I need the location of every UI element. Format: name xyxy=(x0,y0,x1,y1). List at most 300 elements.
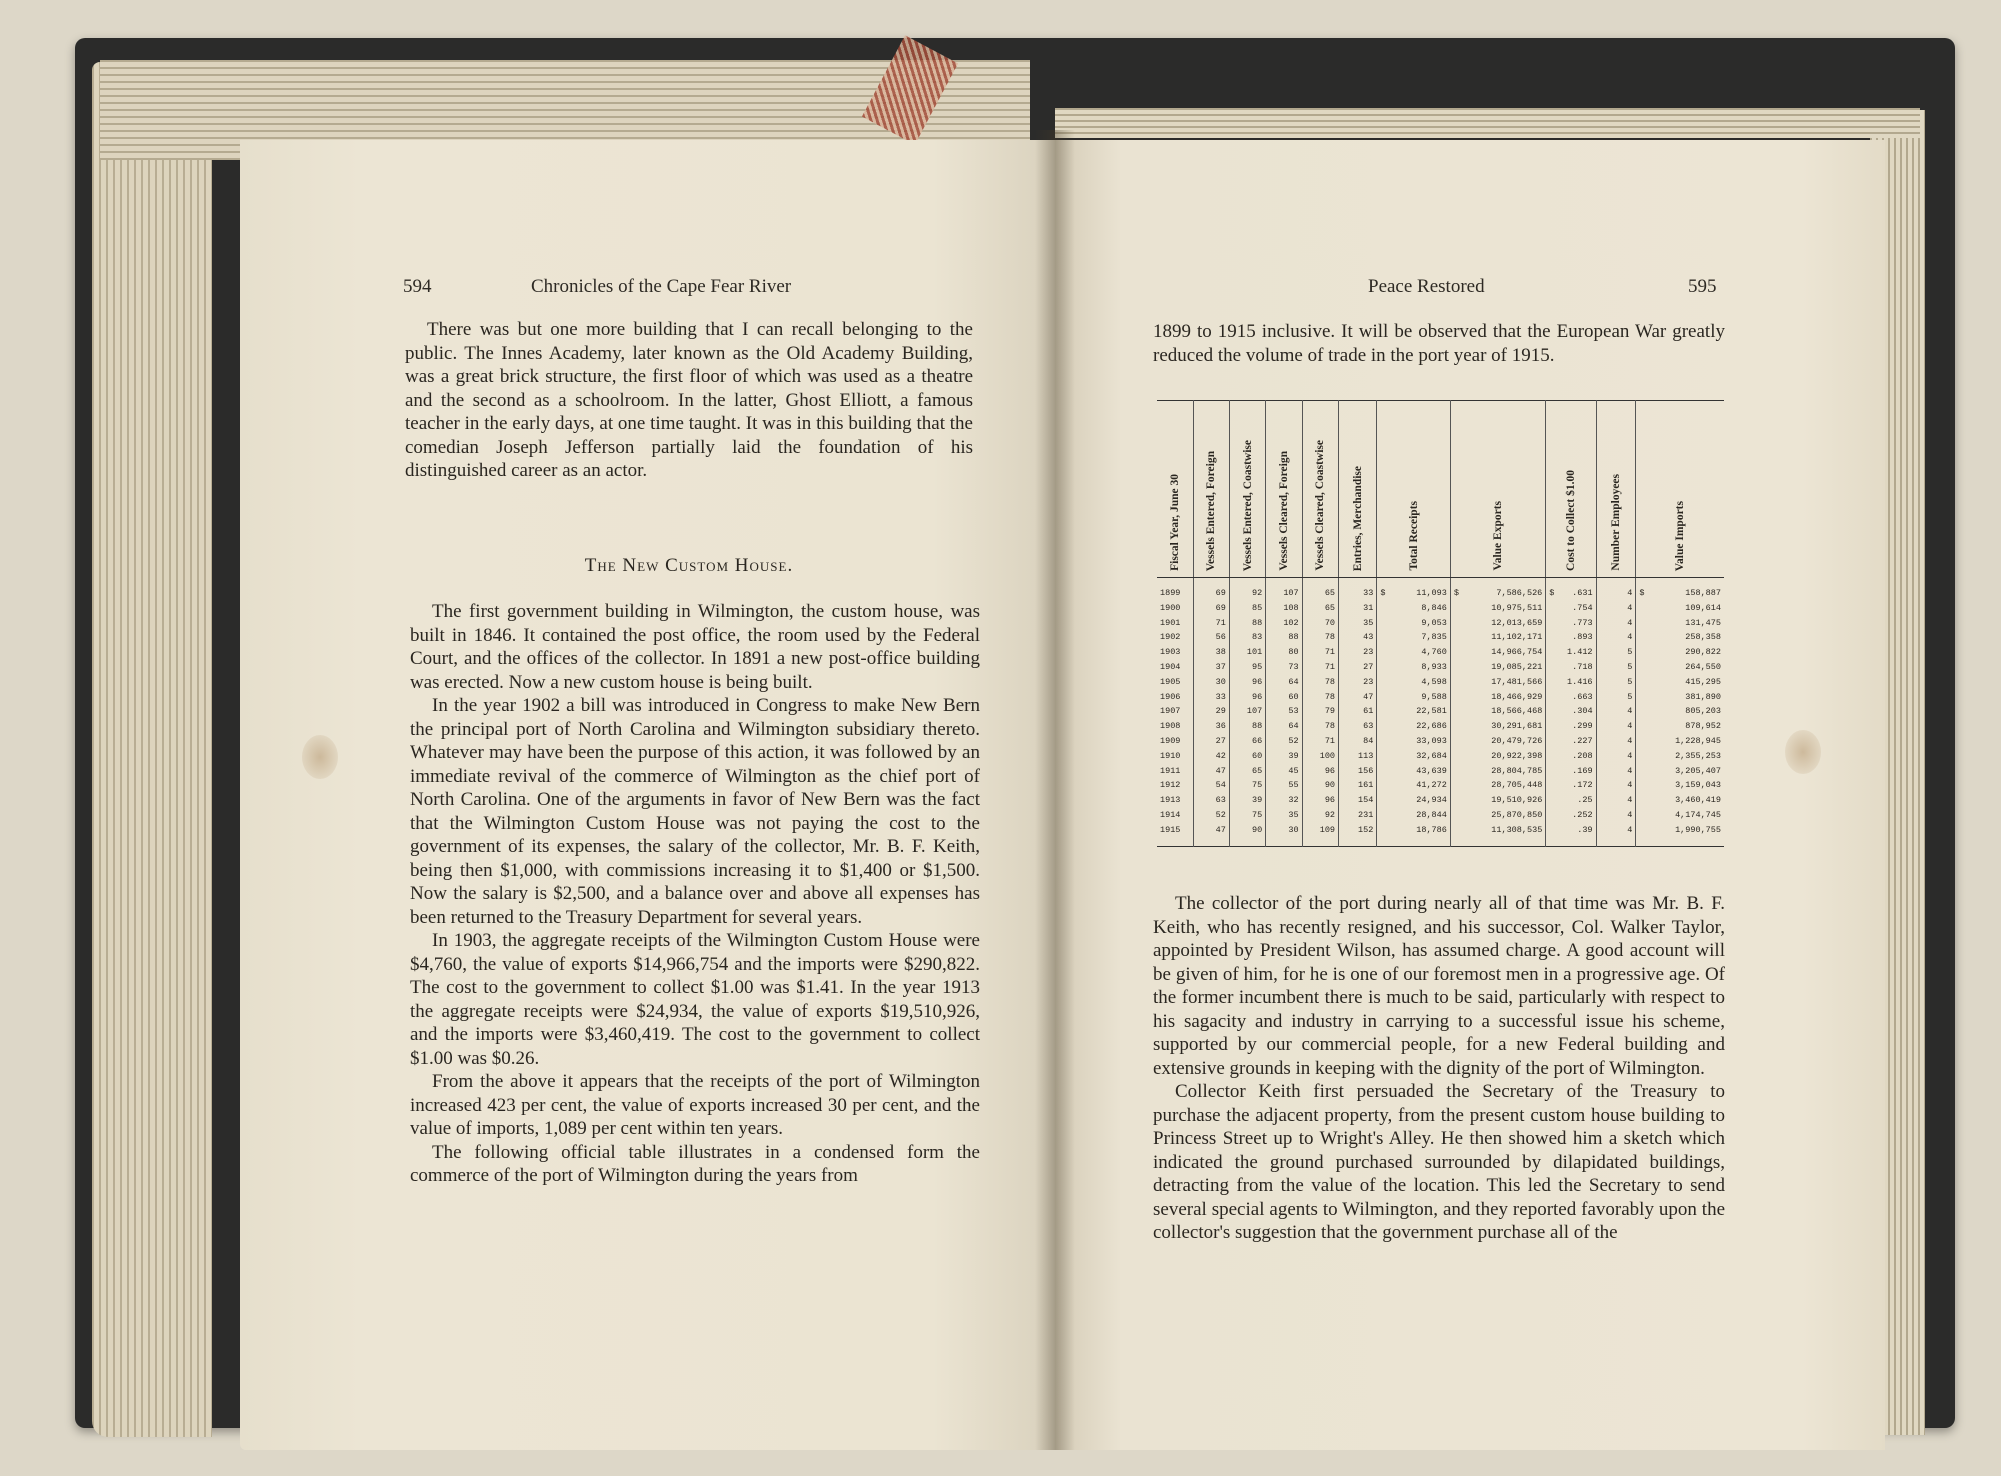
cell-value: 22,581 xyxy=(1416,706,1447,717)
cell-value: 4 xyxy=(1627,780,1633,791)
book-gutter xyxy=(1035,130,1075,1450)
table-cell xyxy=(1229,704,1265,719)
cell-value: 9,053 xyxy=(1421,617,1447,628)
table-cell xyxy=(1636,719,1724,734)
cell-value: 60 xyxy=(1288,691,1299,702)
paragraph: The following official table illustrates in a condensed form the commerce of the port of Wilmington during the years from xyxy=(410,1141,980,1186)
table-cell xyxy=(1157,764,1193,779)
cell-value: 35 xyxy=(1288,809,1299,820)
table-cell xyxy=(1157,616,1193,631)
cell-value: 65 xyxy=(1324,588,1336,598)
cell-value: 4,760 xyxy=(1421,647,1447,658)
table-row xyxy=(1157,764,1724,779)
cell-value: 83 xyxy=(1252,632,1263,643)
table-cell xyxy=(1596,764,1636,779)
table-cell xyxy=(1266,749,1302,764)
table-cell xyxy=(1450,704,1545,719)
table-cell xyxy=(1377,578,1451,601)
table-cell xyxy=(1229,675,1265,690)
cell-value: 18,566,468 xyxy=(1491,706,1543,717)
cell-value: .718 xyxy=(1572,661,1593,672)
cell-value: 4 xyxy=(1627,588,1633,598)
stain-mark xyxy=(302,735,338,779)
cell-value: 64 xyxy=(1288,676,1299,687)
table-cell xyxy=(1193,734,1229,749)
table-cell xyxy=(1266,616,1302,631)
table-cell xyxy=(1546,808,1596,823)
cell-value: 1911 xyxy=(1160,765,1181,776)
table-cell xyxy=(1339,645,1377,660)
table-cell xyxy=(1596,645,1636,660)
table-cell xyxy=(1339,778,1377,793)
table-cell xyxy=(1266,808,1302,823)
cell-value: 3,460,419 xyxy=(1675,795,1721,806)
table-cell xyxy=(1546,675,1596,690)
table-cell xyxy=(1450,645,1545,660)
table-cell xyxy=(1636,778,1724,793)
cell-value: 54 xyxy=(1215,780,1226,791)
table-cell xyxy=(1193,578,1229,601)
table-cell xyxy=(1339,734,1377,749)
right-top-text xyxy=(1153,320,1725,367)
cell-value: 1,990,755 xyxy=(1675,824,1721,835)
cell-value: .299 xyxy=(1572,721,1593,732)
cell-value: 1914 xyxy=(1160,809,1181,820)
table-cell xyxy=(1596,704,1636,719)
cell-value: 1909 xyxy=(1160,735,1181,746)
cell-value: 90 xyxy=(1252,824,1263,835)
cell-value: 1904 xyxy=(1160,661,1181,672)
table-cell xyxy=(1546,578,1596,601)
table-cell xyxy=(1157,734,1193,749)
cell-value: 264,550 xyxy=(1685,661,1721,672)
cell-value: 4 xyxy=(1627,735,1633,746)
cell-value: .39 xyxy=(1577,824,1593,835)
table-cell xyxy=(1193,616,1229,631)
table-cell xyxy=(1339,660,1377,675)
table-cell xyxy=(1636,616,1724,631)
table-header: Fiscal Year, June 30 xyxy=(1157,401,1193,578)
table-cell xyxy=(1546,601,1596,616)
table-cell xyxy=(1450,778,1545,793)
cell-value: 381,890 xyxy=(1685,691,1721,702)
table-cell xyxy=(1546,734,1596,749)
table-row xyxy=(1157,578,1724,601)
table-cell xyxy=(1302,578,1338,601)
cell-value: 92 xyxy=(1324,809,1336,820)
cell-value: 88 xyxy=(1252,721,1263,732)
table-cell xyxy=(1229,660,1265,675)
table-cell xyxy=(1339,578,1377,601)
paragraph: Collector Keith first persuaded the Secretary of the Treasury to purchase the adjacent property, from the present custom house building to Princess Street up to Wright's Alley. He then showed him a sketch which indicated the ground purchased surrounded by dilapidated buildings, detracting from the value of the location. This led the Secretary to send several special agents to Wilmington, and they reported favorably upon the collector's suggestion that the government purchase all of the xyxy=(1153,1081,1725,1243)
table-cell xyxy=(1596,616,1636,631)
table-cell xyxy=(1229,690,1265,705)
cell-value: 39 xyxy=(1252,795,1263,806)
table-row xyxy=(1157,793,1724,808)
table-cell xyxy=(1377,704,1451,719)
table-header: Vessels Cleared, Coastwise xyxy=(1302,401,1338,578)
table-cell xyxy=(1302,749,1338,764)
cell-value: 108 xyxy=(1283,602,1299,613)
table-cell xyxy=(1157,660,1193,675)
table-cell xyxy=(1377,719,1451,734)
table-cell xyxy=(1339,749,1377,764)
cell-value: 52 xyxy=(1215,809,1226,820)
cell-value: 85 xyxy=(1252,602,1263,613)
cell-value: 43,639 xyxy=(1416,765,1447,776)
table-cell xyxy=(1193,808,1229,823)
table-cell xyxy=(1636,578,1724,601)
table-cell xyxy=(1546,823,1596,846)
table-cell xyxy=(1450,808,1545,823)
cell-value: .169 xyxy=(1572,765,1593,776)
left-main-text xyxy=(410,600,980,1188)
cell-value: 4 xyxy=(1627,721,1633,732)
table-header: Entries, Merchandise xyxy=(1339,401,1377,578)
table-cell xyxy=(1229,778,1265,793)
table-cell xyxy=(1193,675,1229,690)
table-cell xyxy=(1450,630,1545,645)
cell-value: 102 xyxy=(1283,617,1299,628)
table-row xyxy=(1157,749,1724,764)
table-body xyxy=(1157,578,1724,847)
cell-value: .754 xyxy=(1572,602,1593,613)
cell-value: 12,013,659 xyxy=(1491,617,1543,628)
table-cell xyxy=(1193,690,1229,705)
currency-symbol: $ xyxy=(1453,588,1459,598)
paragraph: 1899 to 1915 inclusive. It will be observed that the European War greatly reduced the volume of trade in the port year of 1915. xyxy=(1153,321,1725,366)
cell-value: 92 xyxy=(1252,588,1263,598)
table-cell xyxy=(1302,675,1338,690)
cell-value: 5 xyxy=(1627,676,1633,687)
table-cell xyxy=(1229,616,1265,631)
table-cell xyxy=(1302,764,1338,779)
cell-value: 30,291,681 xyxy=(1491,721,1543,732)
table-cell xyxy=(1546,793,1596,808)
table-cell xyxy=(1450,601,1545,616)
table-cell xyxy=(1377,764,1451,779)
table-cell xyxy=(1229,764,1265,779)
table-cell xyxy=(1302,734,1338,749)
cell-value: 101 xyxy=(1246,647,1263,658)
cell-value: 38 xyxy=(1215,647,1226,658)
table-cell xyxy=(1302,823,1338,846)
cell-value: 88 xyxy=(1252,617,1263,628)
table-cell xyxy=(1229,630,1265,645)
table-cell xyxy=(1266,734,1302,749)
paragraph: In the year 1902 a bill was introduced in Congress to make New Bern the principal port of North Carolina and Wilmington subsidiary thereto. Whatever may have been the purpose of this action, it was followed by an immediate revival of the commerce of Wilmington as the chief port of North Carolina. One of the arguments in favor of New Bern was the fact that the Wilmington Custom House was not paying the cost to the government of its expenses, the salary of the collector, Mr. B. F. Keith, being then $1,000, with commissions increasing it to $1,400 or $1,500. Now the salary is $2,500, and a balance over and above all expenses has been returned to the Treasury Department for several years. xyxy=(410,695,980,928)
cell-value: 1901 xyxy=(1160,617,1181,628)
cell-value: 1910 xyxy=(1160,750,1181,761)
cell-value: 5 xyxy=(1627,661,1633,672)
table-cell xyxy=(1266,704,1302,719)
table-cell xyxy=(1229,719,1265,734)
cell-value: 23 xyxy=(1363,647,1374,658)
table-header: Vessels Entered, Foreign xyxy=(1193,401,1229,578)
table-cell xyxy=(1636,690,1724,705)
table-cell xyxy=(1546,616,1596,631)
cell-value: 2,355,253 xyxy=(1675,750,1721,761)
table-cell xyxy=(1302,601,1338,616)
table-cell xyxy=(1339,616,1377,631)
table-cell xyxy=(1636,630,1724,645)
table-cell xyxy=(1339,690,1377,705)
currency-symbol: $ xyxy=(1380,588,1386,598)
table-row xyxy=(1157,660,1724,675)
cell-value: 1,228,945 xyxy=(1675,735,1721,746)
table-cell xyxy=(1636,808,1724,823)
cell-value: 60 xyxy=(1252,750,1263,761)
cell-value: 8,933 xyxy=(1421,661,1447,672)
cell-value: 1907 xyxy=(1160,706,1181,717)
table-header: Value Imports xyxy=(1636,401,1724,578)
table-cell xyxy=(1546,704,1596,719)
table-row xyxy=(1157,630,1724,645)
cell-value: 79 xyxy=(1324,706,1336,717)
table-cell xyxy=(1266,645,1302,660)
cell-value: 71 xyxy=(1215,617,1226,628)
left-intro-text xyxy=(405,318,973,483)
table-cell xyxy=(1450,660,1545,675)
table-cell xyxy=(1377,749,1451,764)
table-cell xyxy=(1229,793,1265,808)
cell-value: 42 xyxy=(1215,750,1226,761)
cell-value: 29 xyxy=(1215,706,1226,717)
paragraph: There was but one more building that I can recall belonging to the public. The Innes Academy, later known as the Old Academy Building, was a great brick structure, the first floor of which was used as a theatre and the second as a schoolroom. In the latter, Ghost Elliott, a famous teacher in the early days, at one time taught. It was in this building that the comedian Joseph Jefferson partially laid the foundation of his distinguished career as an actor. xyxy=(405,319,973,481)
table-cell xyxy=(1636,601,1724,616)
cell-value: 43 xyxy=(1363,632,1374,643)
cell-value: 61 xyxy=(1363,706,1374,717)
table-header: Number Employees xyxy=(1596,401,1636,578)
cell-value: 24,934 xyxy=(1416,795,1447,806)
cell-value: .631 xyxy=(1572,588,1593,598)
table-cell xyxy=(1266,823,1302,846)
paragraph: The first government building in Wilmington, the custom house, was built in 1846. It contained the post office, the room used by the Federal Court, and the offices of the collector. In 1891 a new post-office building was erected. Now a new custom house is being built. xyxy=(410,601,980,693)
cell-value: 1900 xyxy=(1160,602,1181,613)
cell-value: 4 xyxy=(1627,602,1633,613)
table-cell xyxy=(1546,630,1596,645)
table-cell xyxy=(1450,764,1545,779)
cell-value: 9,588 xyxy=(1421,691,1447,702)
cell-value: .663 xyxy=(1572,691,1593,702)
table-cell xyxy=(1596,660,1636,675)
cell-value: 878,952 xyxy=(1685,721,1721,732)
cell-value: 56 xyxy=(1215,632,1226,643)
table-cell xyxy=(1450,734,1545,749)
cell-value: 66 xyxy=(1252,735,1263,746)
table-cell xyxy=(1229,823,1265,846)
table-row xyxy=(1157,645,1724,660)
table-cell xyxy=(1450,749,1545,764)
cell-value: 52 xyxy=(1288,735,1299,746)
cell-value: 75 xyxy=(1252,780,1263,791)
cell-value: 28,804,785 xyxy=(1491,765,1543,776)
cell-value: 415,295 xyxy=(1685,676,1721,687)
cell-value: 28,844 xyxy=(1416,809,1447,820)
table-cell xyxy=(1339,704,1377,719)
table-cell xyxy=(1546,749,1596,764)
cell-value: 109 xyxy=(1319,824,1336,835)
table-cell xyxy=(1266,601,1302,616)
cell-value: 65 xyxy=(1324,602,1336,613)
cell-value: 28,705,448 xyxy=(1491,780,1543,791)
cell-value: 71 xyxy=(1324,647,1336,658)
right-running-title: Peace Restored xyxy=(1368,276,1485,297)
table-header-row xyxy=(1157,401,1724,578)
cell-value: 11,102,171 xyxy=(1491,632,1543,643)
cell-value: .252 xyxy=(1572,809,1593,820)
table-header: Total Receipts xyxy=(1377,401,1451,578)
cell-value: 5 xyxy=(1627,647,1633,658)
cell-value: .227 xyxy=(1572,735,1593,746)
paragraph: The collector of the port during nearly all of that time was Mr. B. F. Keith, who has recently resigned, and his successor, Col. Walker Taylor, appointed by President Wilson, has assumed charge. A good account will be given of him, for he is one of our foremost men in a progressive age. Of the former incumbent there is much to be said, particularly with respect to his sagacity and industry in carrying to a successful issue his scheme, supported by our commercial people, for a new Federal building and extensive grounds in keeping with the dignity of the port of Wilmington. xyxy=(1153,893,1725,1079)
cell-value: 107 xyxy=(1283,588,1299,598)
cell-value: 73 xyxy=(1288,661,1299,672)
cell-value: 11,308,535 xyxy=(1491,824,1543,835)
cell-value: 17,481,566 xyxy=(1491,676,1543,687)
cell-value: 20,479,726 xyxy=(1491,735,1543,746)
cell-value: 33,093 xyxy=(1416,735,1447,746)
cell-value: 20,922,398 xyxy=(1491,750,1543,761)
table-cell xyxy=(1377,778,1451,793)
table-cell xyxy=(1302,808,1338,823)
table-cell xyxy=(1302,793,1338,808)
cell-value: 64 xyxy=(1288,721,1299,732)
cell-value: 39 xyxy=(1288,750,1299,761)
cell-value: 4 xyxy=(1627,824,1633,835)
table-cell xyxy=(1193,764,1229,779)
cell-value: 4 xyxy=(1627,765,1633,776)
cell-value: 19,085,221 xyxy=(1491,661,1543,672)
table-cell xyxy=(1377,734,1451,749)
section-title: The New Custom House. xyxy=(584,555,794,576)
cell-value: 96 xyxy=(1324,765,1336,776)
cell-value: 84 xyxy=(1363,735,1374,746)
table-cell xyxy=(1636,823,1724,846)
cell-value: 78 xyxy=(1324,691,1336,702)
cell-value: 3,159,043 xyxy=(1675,780,1721,791)
table-row xyxy=(1157,823,1724,846)
table-cell xyxy=(1157,793,1193,808)
table-cell xyxy=(1229,601,1265,616)
table-cell xyxy=(1302,616,1338,631)
cell-value: 25,870,850 xyxy=(1491,809,1543,820)
table-cell xyxy=(1193,645,1229,660)
cell-value: 27 xyxy=(1215,735,1226,746)
stain-mark xyxy=(1785,730,1821,774)
table-cell xyxy=(1596,808,1636,823)
cell-value: 33 xyxy=(1363,588,1374,598)
table-cell xyxy=(1546,719,1596,734)
table-row xyxy=(1157,719,1724,734)
table-cell xyxy=(1266,793,1302,808)
cell-value: 65 xyxy=(1252,765,1263,776)
table-row xyxy=(1157,690,1724,705)
table-cell xyxy=(1266,778,1302,793)
table-cell xyxy=(1193,719,1229,734)
cell-value: .893 xyxy=(1572,632,1593,643)
table-cell xyxy=(1339,630,1377,645)
cell-value: 154 xyxy=(1358,795,1374,806)
cell-value: 69 xyxy=(1215,602,1226,613)
table-cell xyxy=(1339,793,1377,808)
cell-value: 107 xyxy=(1246,706,1263,717)
cell-value: 18,786 xyxy=(1416,824,1447,835)
cell-value: 47 xyxy=(1215,765,1226,776)
cell-value: 63 xyxy=(1215,795,1226,806)
cell-value: 96 xyxy=(1252,676,1263,687)
table-cell xyxy=(1157,645,1193,660)
cell-value: 100 xyxy=(1319,750,1336,761)
cell-value: 1.416 xyxy=(1567,676,1593,687)
cell-value: 36 xyxy=(1215,721,1226,732)
cell-value: 156 xyxy=(1358,765,1374,776)
table-cell xyxy=(1596,823,1636,846)
commerce-table xyxy=(1157,400,1724,847)
table-cell xyxy=(1193,823,1229,846)
cell-value: 1915 xyxy=(1160,824,1181,835)
table-row xyxy=(1157,734,1724,749)
cell-value: 30 xyxy=(1215,676,1226,687)
table-cell xyxy=(1377,675,1451,690)
table-cell xyxy=(1229,578,1265,601)
cell-value: 7,586,526 xyxy=(1496,588,1543,598)
table-cell xyxy=(1636,734,1724,749)
table-cell xyxy=(1229,645,1265,660)
cell-value: 5 xyxy=(1627,691,1633,702)
table-cell xyxy=(1302,690,1338,705)
cell-value: 4 xyxy=(1627,809,1633,820)
cell-value: 80 xyxy=(1288,647,1299,658)
cell-value: .208 xyxy=(1572,750,1593,761)
table-cell xyxy=(1157,578,1193,601)
cell-value: 109,614 xyxy=(1685,602,1721,613)
cell-value: 1903 xyxy=(1160,647,1181,658)
cell-value: 805,203 xyxy=(1685,706,1721,717)
table-cell xyxy=(1636,749,1724,764)
cell-value: 30 xyxy=(1288,824,1299,835)
table-header: Value Exports xyxy=(1450,401,1545,578)
table-cell xyxy=(1546,778,1596,793)
table-cell xyxy=(1546,660,1596,675)
table-cell xyxy=(1339,764,1377,779)
cell-value: 53 xyxy=(1288,706,1299,717)
cell-value: 4,174,745 xyxy=(1675,809,1721,820)
table-cell xyxy=(1302,630,1338,645)
cell-value: 131,475 xyxy=(1685,617,1721,628)
cell-value: 31 xyxy=(1363,602,1374,613)
table-cell xyxy=(1302,719,1338,734)
cell-value: 10,975,511 xyxy=(1491,602,1543,613)
cell-value: 90 xyxy=(1324,780,1336,791)
cell-value: 69 xyxy=(1215,588,1226,598)
table-row xyxy=(1157,704,1724,719)
table-cell xyxy=(1302,704,1338,719)
cell-value: 19,510,926 xyxy=(1491,795,1543,806)
cell-value: 8,846 xyxy=(1421,602,1447,613)
table-cell xyxy=(1266,578,1302,601)
table-cell xyxy=(1266,660,1302,675)
cell-value: 71 xyxy=(1324,735,1336,746)
cell-value: 1912 xyxy=(1160,780,1181,791)
table-cell xyxy=(1596,778,1636,793)
cell-value: 55 xyxy=(1288,780,1299,791)
table-header: Vessels Cleared, Foreign xyxy=(1266,401,1302,578)
table-cell xyxy=(1266,764,1302,779)
cell-value: 1905 xyxy=(1160,676,1181,687)
cell-value: 4 xyxy=(1627,617,1633,628)
table-cell xyxy=(1450,675,1545,690)
